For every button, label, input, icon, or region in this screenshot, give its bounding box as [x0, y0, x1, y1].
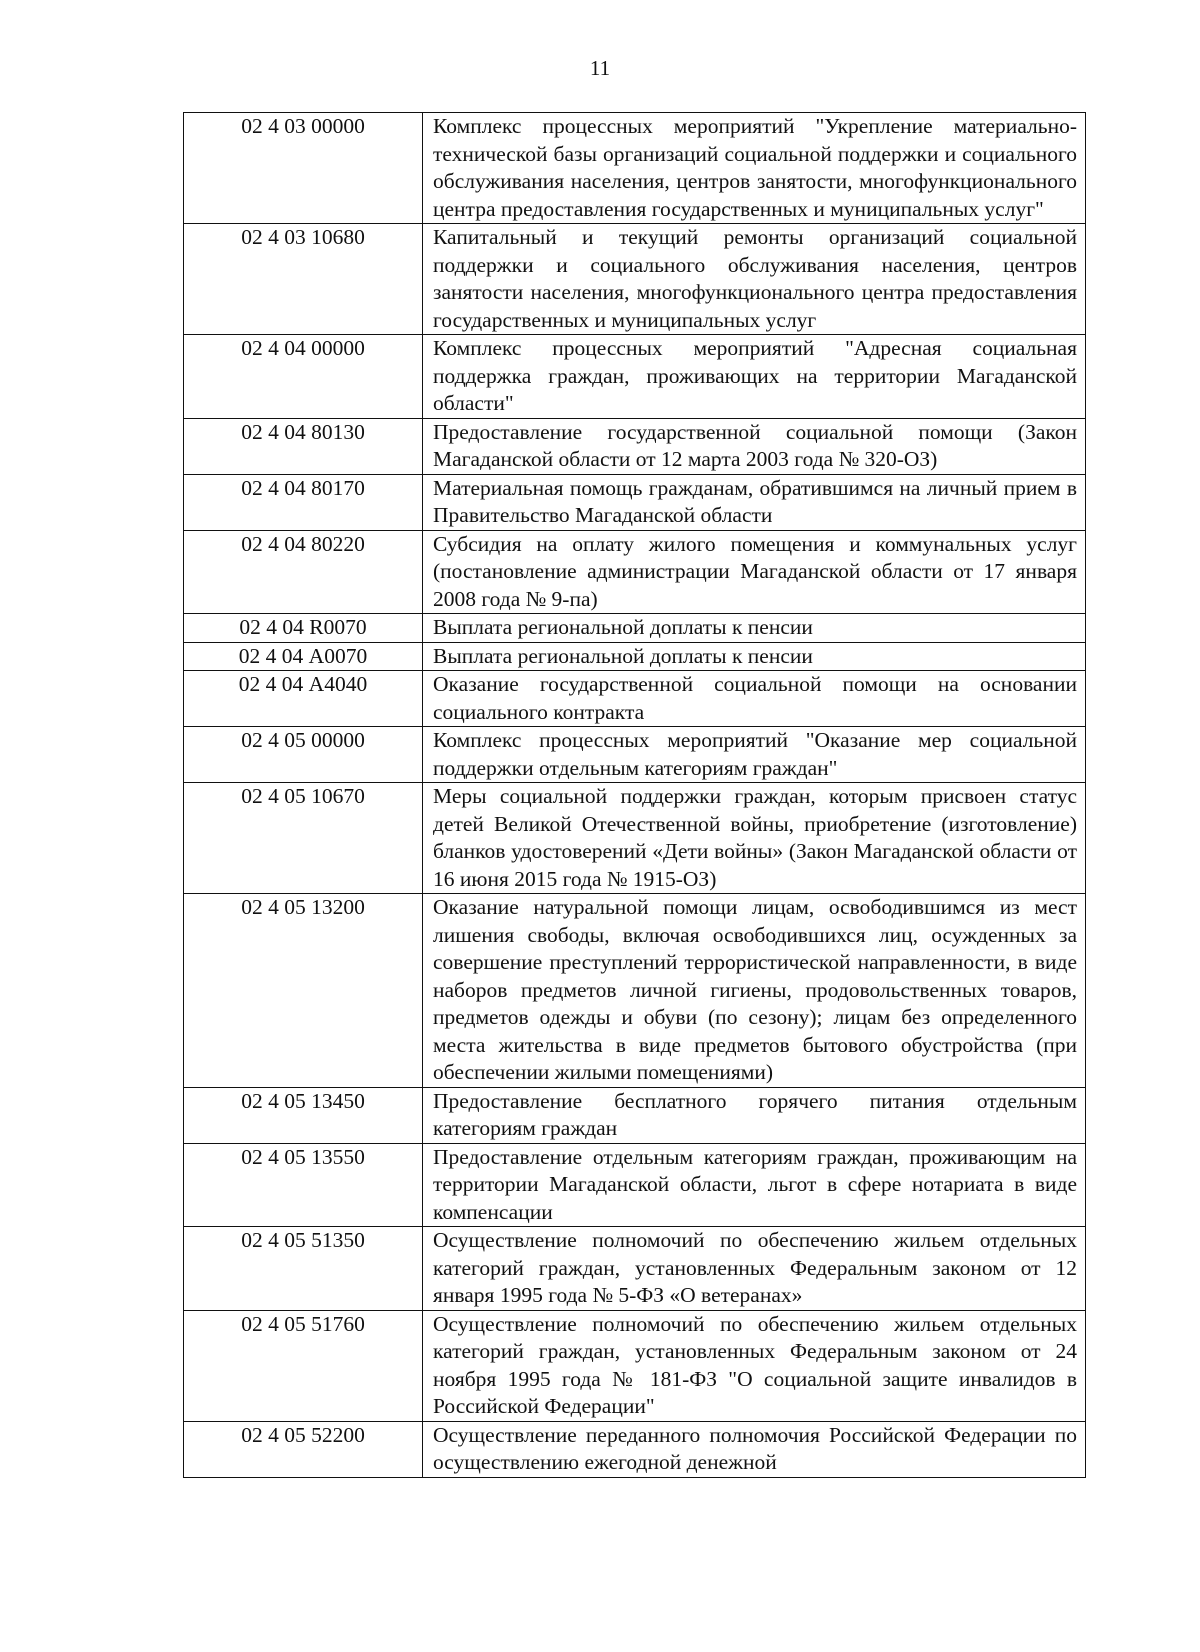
table-row — [184, 530, 1086, 614]
row-description-cell: Капитальный и текущий ремонты организаций социальной поддержки и социального обслуживания населения, центров занятости населения, многофункционального центра предоставления государственных и муниципальных услуг — [423, 224, 1086, 335]
row-description-cell: Комплекс процессных мероприятий "Адресная социальная поддержка граждан, проживающих на территории Магаданской области" — [423, 335, 1086, 419]
row-code-cell: 02 4 05 13450 — [184, 1087, 423, 1143]
table-body — [184, 113, 1086, 1478]
row-description-cell: Осуществление переданного полномочия Российской Федерации по осуществлению ежегодной денежной — [423, 1421, 1086, 1477]
table-row — [184, 474, 1086, 530]
row-description-cell: Предоставление отдельным категориям граждан, проживающим на территории Магаданской области, льгот в сфере нотариата в виде компенсации — [423, 1143, 1086, 1227]
row-code-cell: 02 4 05 13200 — [184, 894, 423, 1088]
table-row — [184, 113, 1086, 224]
row-code-cell: 02 4 05 51350 — [184, 1227, 423, 1311]
row-description-cell: Предоставление бесплатного горячего питания отдельным категориям граждан — [423, 1087, 1086, 1143]
table-row — [184, 727, 1086, 783]
row-description-cell: Материальная помощь гражданам, обратившимся на личный прием в Правительство Магаданской области — [423, 474, 1086, 530]
row-code-cell: 02 4 04 80170 — [184, 474, 423, 530]
row-code-cell: 02 4 03 10680 — [184, 224, 423, 335]
row-description-cell: Меры социальной поддержки граждан, которым присвоен статус детей Великой Отечественной войны, приобретение (изготовление) бланков удостоверений «Дети войны» (Закон Магаданской области от 16 июня 2015 года № 1915-ОЗ) — [423, 783, 1086, 894]
budget-code-table — [183, 112, 1086, 1478]
row-description-cell: Субсидия на оплату жилого помещения и коммунальных услуг (постановление администрации Магаданской области от 17 января 2008 года № 9-па) — [423, 530, 1086, 614]
table-row — [184, 418, 1086, 474]
table-row — [184, 642, 1086, 671]
row-code-cell: 02 4 05 51760 — [184, 1310, 423, 1421]
row-code-cell: 02 4 04 80220 — [184, 530, 423, 614]
table-row — [184, 1087, 1086, 1143]
row-description-cell: Предоставление государственной социальной помощи (Закон Магаданской области от 12 марта 2003 года № 320-ОЗ) — [423, 418, 1086, 474]
row-description-cell: Оказание государственной социальной помощи на основании социального контракта — [423, 671, 1086, 727]
page-number: 11 — [589, 56, 611, 80]
row-description-cell: Выплата региональной доплаты к пенсии — [423, 642, 1086, 671]
row-code-cell: 02 4 05 13550 — [184, 1143, 423, 1227]
row-code-cell: 02 4 04 R0070 — [184, 614, 423, 643]
row-code-cell: 02 4 04 80130 — [184, 418, 423, 474]
table-row — [184, 894, 1086, 1088]
row-description-cell: Выплата региональной доплаты к пенсии — [423, 614, 1086, 643]
table-row — [184, 335, 1086, 419]
table-row — [184, 783, 1086, 894]
table-row — [184, 1143, 1086, 1227]
row-code-cell: 02 4 05 00000 — [184, 727, 423, 783]
row-description-cell: Комплекс процессных мероприятий "Укрепление материально-технической базы организаций социальной поддержки и социального обслуживания населения, центров занятости, многофункционального центра предоставления государственных и муниципальных услуг" — [423, 113, 1086, 224]
row-description-cell: Оказание натуральной помощи лицам, освободившимся из мест лишения свободы, включая освободившихся лиц, осужденных за совершение преступлений террористической направленности, в виде наборов предметов личной гигиены, продовольственных товаров, предметов одежды и обуви (по сезону); лицам без определенного места жительства в виде предметов бытового обустройства (при обеспечении жилыми помещениями) — [423, 894, 1086, 1088]
row-code-cell: 02 4 04 А0070 — [184, 642, 423, 671]
row-code-cell: 02 4 04 А4040 — [184, 671, 423, 727]
row-description-cell: Комплекс процессных мероприятий "Оказание мер социальной поддержки отдельным категориям граждан" — [423, 727, 1086, 783]
row-code-cell: 02 4 03 00000 — [184, 113, 423, 224]
table-row — [184, 671, 1086, 727]
row-code-cell: 02 4 05 10670 — [184, 783, 423, 894]
table-row — [184, 1421, 1086, 1477]
table-row — [184, 614, 1086, 643]
row-description-cell: Осуществление полномочий по обеспечению жильем отдельных категорий граждан, установленных Федеральным законом от 12 января 1995 года № 5-ФЗ «О ветеранах» — [423, 1227, 1086, 1311]
row-description-cell: Осуществление полномочий по обеспечению жильем отдельных категорий граждан, установленных Федеральным законом от 24 ноября 1995 года № 181-ФЗ "О социальной защите инвалидов в Российской Федерации" — [423, 1310, 1086, 1421]
table-row — [184, 1310, 1086, 1421]
row-code-cell: 02 4 05 52200 — [184, 1421, 423, 1477]
row-code-cell: 02 4 04 00000 — [184, 335, 423, 419]
table-row — [184, 1227, 1086, 1311]
table-row — [184, 224, 1086, 335]
